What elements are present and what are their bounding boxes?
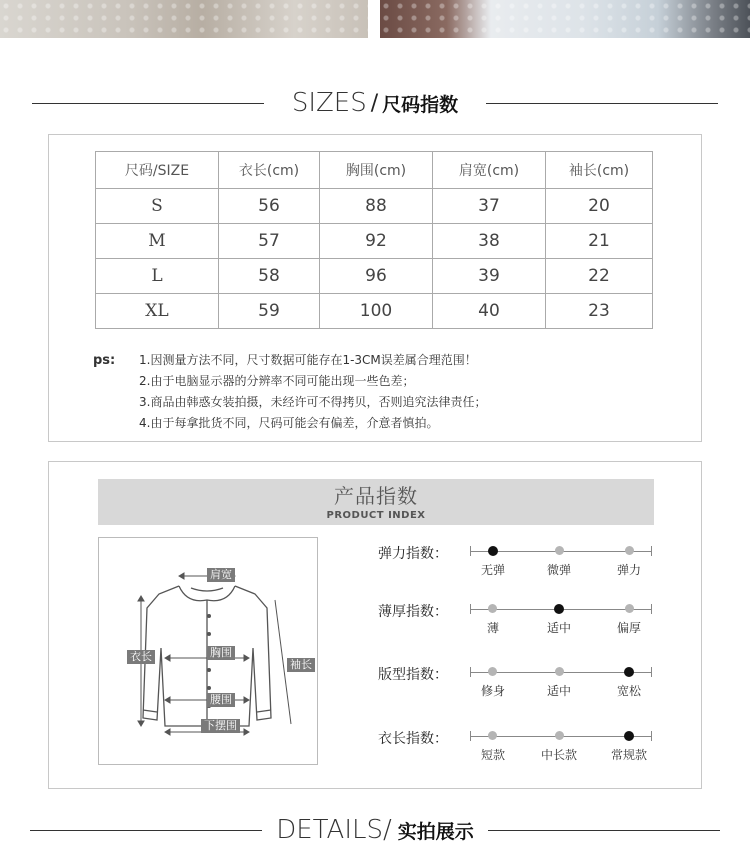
table-cell: XL xyxy=(96,294,219,329)
note-item: 4.由于每拿批货不同，尺码可能会有偏差，介意者慎拍。 xyxy=(139,416,439,430)
sizes-section-title xyxy=(0,88,750,118)
diagram-label-hem: 下摆围 xyxy=(201,719,240,733)
details-title-en: DETAILS/ xyxy=(276,815,392,845)
notes-prefix: ps: xyxy=(93,353,116,368)
table-cell: 58 xyxy=(219,259,320,294)
table-cell: 23 xyxy=(546,294,653,329)
index-option: 无弹 xyxy=(480,563,505,577)
size-table-header: 袖长(cm) xyxy=(546,152,653,189)
diagram-label-waist: 腰围 xyxy=(207,693,235,707)
sizes-title-cn: 尺码指数 xyxy=(382,93,459,116)
table-cell: S xyxy=(96,189,219,224)
index-option: 修身 xyxy=(480,684,505,698)
table-cell: 96 xyxy=(320,259,433,294)
index-option: 宽松 xyxy=(616,684,641,698)
diagram-label-sleeve: 袖长 xyxy=(287,658,315,672)
table-cell: 38 xyxy=(433,224,546,259)
index-option: 短款 xyxy=(480,748,505,762)
index-row-label: 弹力指数： xyxy=(378,546,448,562)
diagram-label-chest: 胸围 xyxy=(207,646,235,660)
index-dot-selected xyxy=(624,667,634,677)
table-cell: L xyxy=(96,259,219,294)
index-dot xyxy=(625,546,634,555)
diagram-label-length: 衣长 xyxy=(127,650,155,664)
product-index-title-cn: 产品指数 xyxy=(334,484,418,508)
index-dot-selected xyxy=(554,604,564,614)
sizes-title-separator: / xyxy=(370,90,379,116)
size-table-header: 尺码/SIZE xyxy=(96,152,219,189)
index-row-label: 薄厚指数： xyxy=(378,604,448,620)
index-dot-selected xyxy=(624,731,634,741)
size-table-header-row xyxy=(96,152,653,189)
index-dot xyxy=(555,731,564,740)
table-cell: 57 xyxy=(219,224,320,259)
table-cell: 59 xyxy=(219,294,320,329)
table-cell: 37 xyxy=(433,189,546,224)
table-cell: 88 xyxy=(320,189,433,224)
index-dot xyxy=(488,604,497,613)
details-title-cn: 实拍展示 xyxy=(397,820,474,843)
size-table xyxy=(95,151,653,329)
product-photo-left xyxy=(0,0,368,38)
table-row xyxy=(96,224,653,259)
table-cell: 92 xyxy=(320,224,433,259)
details-section-title xyxy=(0,815,750,845)
shirt-measurement-diagram xyxy=(98,537,318,765)
table-row xyxy=(96,294,653,329)
index-option: 偏厚 xyxy=(616,621,641,635)
index-option: 弹力 xyxy=(616,563,641,577)
note-item: 1.因测量方法不同，尺寸数据可能存在1-3CM误差属合理范围！ xyxy=(139,353,477,367)
index-option: 适中 xyxy=(546,684,571,698)
size-table-header: 肩宽(cm) xyxy=(433,152,546,189)
table-cell: 21 xyxy=(546,224,653,259)
table-cell: 22 xyxy=(546,259,653,294)
table-row xyxy=(96,259,653,294)
product-index-header xyxy=(98,479,654,525)
index-option: 薄 xyxy=(486,621,499,635)
diagram-label-shoulder: 肩宽 xyxy=(207,568,235,582)
index-dot-selected xyxy=(488,546,498,556)
index-row-elasticity xyxy=(378,546,668,591)
index-dot xyxy=(555,667,564,676)
index-dot xyxy=(555,546,564,555)
index-option: 常规款 xyxy=(610,748,647,762)
index-dot xyxy=(488,667,497,676)
table-cell: 39 xyxy=(433,259,546,294)
index-row-length xyxy=(378,731,668,776)
sizes-title-en: SIZES xyxy=(291,88,367,118)
size-table-header: 衣长(cm) xyxy=(219,152,320,189)
product-photo-right xyxy=(380,0,750,38)
table-cell: 100 xyxy=(320,294,433,329)
index-dot xyxy=(488,731,497,740)
table-cell: 20 xyxy=(546,189,653,224)
note-item: 2.由于电脑显示器的分辨率不同可能出现一些色差； xyxy=(139,374,415,388)
index-dot xyxy=(625,604,634,613)
table-cell: M xyxy=(96,224,219,259)
note-item: 3.商品由韩惑女装拍摄，未经许可不得拷贝，否则追究法律责任； xyxy=(139,395,487,409)
table-cell: 40 xyxy=(433,294,546,329)
size-notes xyxy=(93,350,486,434)
index-option: 适中 xyxy=(546,621,571,635)
index-option: 微弹 xyxy=(546,563,571,577)
product-index-title-en: PRODUCT INDEX xyxy=(326,510,426,521)
table-row xyxy=(96,189,653,224)
table-cell: 56 xyxy=(219,189,320,224)
index-row-label: 版型指数： xyxy=(378,667,448,683)
index-row-thickness xyxy=(378,604,668,649)
index-row-label: 衣长指数： xyxy=(378,731,448,747)
index-row-fit xyxy=(378,667,668,712)
index-option: 中长款 xyxy=(540,748,577,762)
size-table-header: 胸围(cm) xyxy=(320,152,433,189)
